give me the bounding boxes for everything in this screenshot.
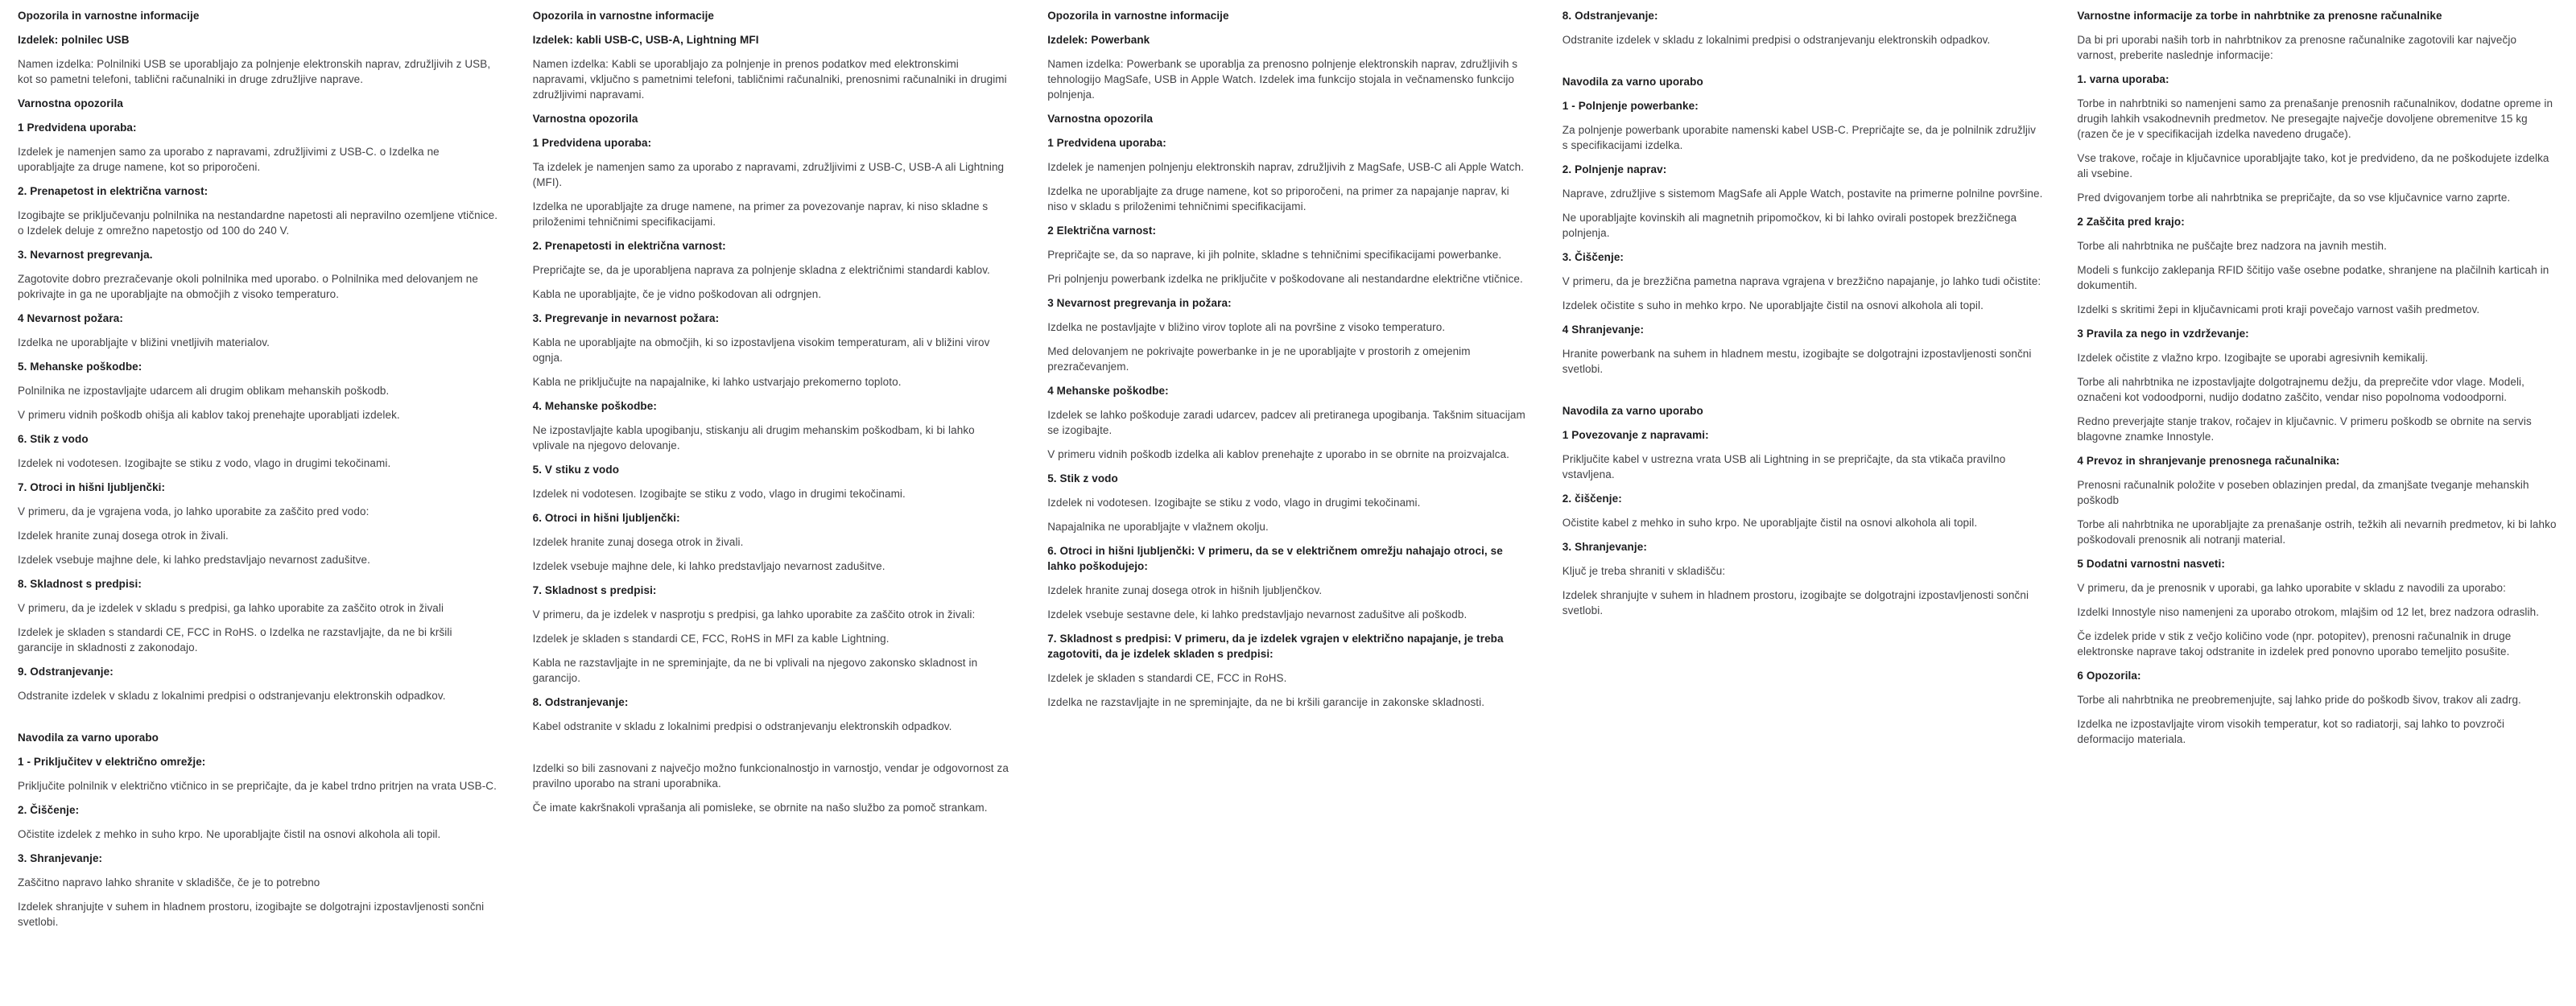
section-heading: 6. Otroci in hišni ljubljenčki:	[532, 512, 680, 524]
section-heading: Opozorila in varnostne informacije	[1047, 10, 1229, 22]
vertical-spacer	[533, 734, 1014, 752]
column-instructions	[1563, 8, 2044, 998]
paragraph: Prepričajte se, da je uporabljena naprava za polnjenje skladna z električnimi standardi kablov.	[532, 264, 990, 276]
section-heading: 1 - Polnjenje powerbanke:	[1562, 100, 1699, 112]
section-heading: 7. Skladnost s predpisi:	[532, 584, 657, 596]
paragraph: Izdelek ni vodotesen. Izogibajte se stiku z vodo, vlago in drugimi tekočinami.	[18, 457, 391, 469]
section-heading: Opozorila in varnostne informacije	[18, 10, 200, 22]
paragraph: Izdelka ne izpostavljajte virom visokih temperatur, kot so radiatorji, saj lahko to povzroči deformacijo materiala.	[2077, 718, 2505, 745]
paragraph: Izdelka ne uporabljajte za druge namene, kot so priporočeni, na primer za napajanje naprav, ki niso v skladu s priloženimi tehničnimi specifikacijami.	[1047, 185, 1509, 212]
paragraph: Pri polnjenju powerbank izdelka ne priključite v poškodovane ali nestandardne električne vtičnice.	[1047, 273, 1523, 285]
paragraph: Izdelki so bili zasnovani z največjo možno funkcionalnostjo in varnostjo, vendar je odgovornost za pravilno uporabo na strani uporabnika.	[532, 762, 1009, 790]
section-heading: Izdelek: kabli USB-C, USB-A, Lightning MFI	[532, 34, 759, 46]
section-heading: 3. Čiščenje:	[1562, 251, 1624, 263]
section-heading: 4. Mehanske poškodbe:	[532, 400, 657, 412]
section-heading: 1. varna uporaba:	[2077, 73, 2169, 85]
paragraph: Izdelka ne uporabljajte v bližini vnetljivih materialov.	[18, 336, 270, 348]
paragraph: Če imate kakršnakoli vprašanja ali pomisleke, se obrnite na našo službo za pomoč strankam.	[532, 802, 988, 814]
section-heading: 2. Prenapetosti in električna varnost:	[532, 240, 726, 252]
paragraph: Priključite kabel v ustrezna vrata USB ali Lightning in se prepričajte, da sta vtikača pravilno vstavljena.	[1562, 453, 2006, 480]
section-heading: 3 Pravila za nego in vzdrževanje:	[2077, 328, 2249, 340]
paragraph: Prepričajte se, da so naprave, ki jih polnite, skladne s tehničnimi specifikacijami powerbanke.	[1047, 249, 1502, 261]
paragraph: Pred dvigovanjem torbe ali nahrbtnika se prepričajte, da so vse ključavnice varno zaprte.	[2077, 192, 2511, 204]
paragraph: Ključ je treba shraniti v skladišču:	[1562, 565, 1726, 577]
paragraph: Izdelek je skladen s standardi CE, FCC in RoHS. o Izdelka ne razstavljajte, da ne bi kršili garancije in skladnosti z zakonodajo.	[18, 626, 452, 653]
paragraph: Kabla ne priključujte na napajalnike, ki lahko ustvarjajo prekomerno toploto.	[532, 376, 902, 388]
paragraph: Med delovanjem ne pokrivajte powerbanke in je ne uporabljajte v prostorih z omejenim prezračevanjem.	[1047, 345, 1471, 373]
paragraph: Zagotovite dobro prezračevanje okoli polnilnika med uporabo. o Polnilnika med delovanjem ne pokrivajte in ga ne uporabljajte na območjih z visoko temperaturo.	[18, 273, 478, 300]
section-heading: 2. Prenapetost in električna varnost:	[18, 185, 208, 197]
paragraph: Izdelek shranjujte v suhem in hladnem prostoru, izogibajte se dolgotrajni izpostavljenosti sončni svetlobi.	[18, 901, 485, 928]
paragraph: Kabel odstranite v skladu z lokalnimi predpisi o odstranjevanju elektronskih odpadkov.	[532, 720, 952, 732]
paragraph: Izdelek hranite zunaj dosega otrok in živali.	[532, 536, 744, 548]
paragraph: Izdelek ni vodotesen. Izogibajte se stiku z vodo, vlago in drugimi tekočinami.	[532, 488, 906, 500]
paragraph: Hranite powerbank na suhem in hladnem mestu, izogibajte se dolgotrajni izpostavljenosti sončni svetlobi.	[1562, 348, 2032, 375]
paragraph: V primeru vidnih poškodb izdelka ali kablov prenehajte z uporabo in se obrnite na proizvajalca.	[1047, 448, 1510, 460]
section-heading: Izdelek: polnilec USB	[18, 34, 130, 46]
column-cables	[533, 8, 1014, 998]
section-heading: Varnostna opozorila	[18, 97, 123, 109]
section-heading: 8. Odstranjevanje:	[1562, 10, 1658, 22]
paragraph: Vse trakove, ročaje in ključavnice uporabljajte tako, kot je predvideno, da ne poškodujete izdelka ali vsebine.	[2077, 152, 2549, 179]
vertical-spacer	[1563, 47, 2044, 65]
paragraph: Izdelek očistite s suho in mehko krpo. Ne uporabljajte čistil na osnovi alkohola ali topil.	[1562, 299, 1984, 311]
section-heading: 4 Mehanske poškodbe:	[1047, 385, 1169, 397]
section-heading: 2. Čiščenje:	[18, 804, 80, 816]
paragraph: Očistite kabel z mehko in suho krpo. Ne uporabljajte čistil na osnovi alkohola ali topil.	[1562, 517, 1978, 529]
paragraph: Za polnjenje powerbank uporabite namenski kabel USB-C. Prepričajte se, da je polnilnik združljiv s specifikacijami izdelka.	[1562, 124, 2036, 151]
paragraph: Izdelek vsebuje majhne dele, ki lahko predstavljajo nevarnost zadušitve.	[532, 560, 886, 572]
paragraph: Očistite izdelek z mehko in suho krpo. Ne uporabljajte čistil na osnovi alkohola ali topil.	[18, 828, 441, 840]
section-heading: 2 Električna varnost:	[1047, 225, 1157, 237]
section-heading: 8. Skladnost s predpisi:	[18, 578, 142, 590]
paragraph: Odstranite izdelek v skladu z lokalnimi predpisi o odstranjevanju elektronskih odpadkov.	[18, 690, 446, 702]
section-heading: 5 Dodatni varnostni nasveti:	[2077, 558, 2225, 570]
section-heading: 7. Skladnost s predpisi: V primeru, da je izdelek vgrajen v električno napajanje, je treba zagotoviti, da je izdelek skladen s predpisi:	[1047, 633, 1504, 660]
paragraph: Odstranite izdelek v skladu z lokalnimi predpisi o odstranjevanju elektronskih odpadkov.	[1562, 34, 1991, 46]
section-heading: 3. Pregrevanje in nevarnost požara:	[532, 312, 720, 324]
paragraph: Izdelek shranjujte v suhem in hladnem prostoru, izogibajte se dolgotrajni izpostavljenosti sončni svetlobi.	[1562, 589, 2029, 616]
paragraph: V primeru, da je prenosnik v uporabi, ga lahko uporabite v skladu z navodili za uporabo:	[2077, 582, 2507, 594]
section-heading: 4 Nevarnost požara:	[18, 312, 123, 324]
section-heading: Navodila za varno uporabo	[1562, 405, 1703, 417]
section-heading: Navodila za varno uporabo	[18, 732, 159, 744]
section-heading: 8. Odstranjevanje:	[532, 696, 629, 708]
paragraph: Izdelka ne uporabljajte za druge namene, na primer za povezovanje naprav, ki niso skladne s priloženimi tehničnimi specifikacijami.	[532, 200, 989, 228]
section-heading: Izdelek: Powerbank	[1047, 34, 1150, 46]
paragraph: Kabla ne uporabljajte, če je vidno poškodovan ali odrgnjen.	[532, 288, 822, 300]
paragraph: V primeru, da je izdelek v nasprotju s predpisi, ga lahko uporabite za zaščito otrok in živali:	[532, 608, 976, 621]
paragraph: Modeli s funkcijo zaklepanja RFID ščitijo vaše osebne podatke, shranjene na plačilnih karticah in dokumentih.	[2077, 264, 2549, 291]
section-heading: 6 Opozorila:	[2077, 670, 2141, 682]
section-heading: 7. Otroci in hišni ljubljenčki:	[18, 481, 166, 493]
section-heading: Navodila za varno uporabo	[1562, 76, 1703, 88]
paragraph: V primeru, da je brezžična pametna naprava vgrajena v brezžično napajanje, jo lahko tudi očistite:	[1562, 275, 2041, 287]
paragraph: Namen izdelka: Kabli se uporabljajo za polnjenje in prenos podatkov med elektronskimi napravami, vključno s pametnimi telefoni, tabličnimi računalniki, prenosnimi računalniki in drugimi združljivimi napravami.	[532, 58, 1007, 101]
section-heading: 3. Shranjevanje:	[1562, 541, 1647, 553]
column-usb-charger	[18, 8, 499, 998]
paragraph: Zaščitno napravo lahko shranite v skladišče, če je to potrebno	[18, 876, 320, 888]
paragraph: Kabla ne razstavljajte in ne spreminjajte, da ne bi vplivali na njegovo zakonsko skladnost in garancijo.	[532, 657, 978, 684]
section-heading: 4 Shranjevanje:	[1562, 324, 1645, 336]
section-heading: Varnostne informacije za torbe in nahrbtnike za prenosne računalnike	[2077, 10, 2442, 22]
paragraph: Kabla ne uporabljajte na območjih, ki so izpostavljena visokim temperaturam, ali v bližini virov ognja.	[532, 336, 990, 364]
paragraph: Torbe ali nahrbtnika ne preobremenjujte, saj lahko pride do poškodb šivov, trakov ali zadrg.	[2077, 694, 2521, 706]
paragraph: Izdelek očistite z vlažno krpo. Izogibajte se uporabi agresivnih kemikalij.	[2077, 352, 2429, 364]
paragraph: Izdelki Innostyle niso namenjeni za uporabo otrokom, mlajšim od 12 let, brez nadzora odraslih.	[2077, 606, 2540, 618]
paragraph: Izogibajte se priključevanju polnilnika na nestandardne napetosti ali nepravilno ozemljene vtičnice. o Izdelek deluje z omrežno napetostjo od 100 do 240 V.	[18, 209, 498, 237]
section-heading: 5. V stiku z vodo	[532, 464, 620, 476]
section-heading: Varnostna opozorila	[1047, 113, 1154, 125]
section-heading: 6. Otroci in hišni ljubljenčki: V primeru, da se v električnem omrežju nahajajo otroci, se lahko poškodujejo:	[1047, 545, 1503, 572]
column-powerbank	[1047, 8, 1529, 998]
paragraph: V primeru, da je vgrajena voda, jo lahko uporabite za zaščito pred vodo:	[18, 505, 369, 517]
paragraph: Izdelek je skladen s standardi CE, FCC in RoHS.	[1047, 672, 1287, 684]
paragraph: Napajalnika ne uporabljajte v vlažnem okolju.	[1047, 521, 1269, 533]
paragraph: Izdelek se lahko poškoduje zaradi udarcev, padcev ali pretiranega upogibanja. Takšnim situacijam se izogibajte.	[1047, 409, 1525, 436]
paragraph: Polnilnika ne izpostavljajte udarcem ali drugim oblikam mehanskih poškodb.	[18, 385, 390, 397]
section-heading: Opozorila in varnostne informacije	[532, 10, 715, 22]
section-heading: 1 - Priključitev v električno omrežje:	[18, 756, 206, 768]
paragraph: Izdelek hranite zunaj dosega otrok in hišnih ljubljenčkov.	[1047, 584, 1323, 596]
paragraph: Izdelka ne razstavljajte in ne spreminjajte, da ne bi kršili garancije in zakonske skladnosti.	[1047, 696, 1485, 708]
section-heading: 4 Prevoz in shranjevanje prenosnega računalnika:	[2077, 455, 2340, 467]
paragraph: Namen izdelka: Powerbank se uporablja za prenosno polnjenje elektronskih naprav, združljivih s tehnologijo MagSafe, USB in Apple Watch. Izdelek ima funkcijo stojala in večnamensko funkcijo polnjenja.	[1047, 58, 1518, 101]
section-heading: 6. Stik z vodo	[18, 433, 89, 445]
paragraph: Ne uporabljajte kovinskih ali magnetnih pripomočkov, ki bi lahko ovirali postopek brezžičnega polnjenja.	[1562, 212, 2017, 239]
section-heading: 3 Nevarnost pregrevanja in požara:	[1047, 297, 1232, 309]
section-heading: 1 Povezovanje z napravami:	[1562, 429, 1709, 441]
vertical-spacer	[1563, 377, 2044, 394]
paragraph: Namen izdelka: Polnilniki USB se uporabljajo za polnjenje elektronskih naprav, združljivih z USB, kot so pametni telefoni, tablični računalniki in druge združljive naprave.	[18, 58, 491, 85]
paragraph: Izdelek vsebuje majhne dele, ki lahko predstavljajo nevarnost zadušitve.	[18, 554, 370, 566]
section-heading: 2. Polnjenje naprav:	[1562, 163, 1667, 175]
vertical-spacer	[18, 703, 499, 721]
paragraph: Izdelek ni vodotesen. Izogibajte se stiku z vodo, vlago in drugimi tekočinami.	[1047, 497, 1421, 509]
paragraph: Izdelki s skritimi žepi in ključavnicami proti kraji povečajo varnost vaših predmetov.	[2077, 303, 2480, 315]
section-heading: 5. Mehanske poškodbe:	[18, 361, 142, 373]
paragraph: V primeru, da je izdelek v skladu s predpisi, ga lahko uporabite za zaščito otrok in živali	[18, 602, 444, 614]
paragraph: Prenosni računalnik položite v poseben oblazinjen predal, da zmanjšate tveganje mehanskih poškodb	[2077, 479, 2529, 506]
section-heading: 1 Predvidena uporaba:	[532, 137, 652, 149]
paragraph: Izdelek je namenjen polnjenju elektronskih naprav, združljivih z MagSafe, USB-C ali Apple Watch.	[1047, 161, 1525, 173]
column-laptop-bags	[2077, 8, 2558, 998]
paragraph: Če izdelek pride v stik z večjo količino vode (npr. potopitev), prenosni računalnik in druge elektronske naprave takoj odstranite in izdelek pred ponovno uporabo temeljito posušite.	[2077, 630, 2512, 658]
paragraph: Redno preverjajte stanje trakov, ročajev in ključavnic. V primeru poškodb se obrnite na servis blagovne znamke Innostyle.	[2077, 415, 2532, 443]
paragraph: Izdelek je namenjen samo za uporabo z napravami, združljivimi z USB-C. o Izdelka ne uporabljajte za druge namene, kot so priporočeni.	[18, 146, 440, 173]
paragraph: Izdelek vsebuje sestavne dele, ki lahko predstavljajo nevarnost zadušitve ali poškodb.	[1047, 608, 1468, 621]
section-heading: 1 Predvidena uporaba:	[1047, 137, 1166, 149]
section-heading: 5. Stik z vodo	[1047, 472, 1118, 484]
paragraph: Torbe ali nahrbtnika ne izpostavljajte dolgotrajnemu dežju, da preprečite vdor vlage. Modeli, označeni kot vodoodporni, nudijo dodatno zaščito, vendar niso popolnoma vodoodporni.	[2077, 376, 2525, 403]
section-heading: 2. čiščenje:	[1562, 493, 1622, 505]
paragraph: Izdelka ne postavljajte v bližino virov toplote ali na površine z visoko temperaturo.	[1047, 321, 1446, 333]
paragraph: Torbe ali nahrbtnika ne puščajte brez nadzora na javnih mestih.	[2077, 240, 2387, 252]
section-heading: 3. Nevarnost pregrevanja.	[18, 249, 153, 261]
paragraph: Torbe ali nahrbtnika ne uporabljajte za prenašanje ostrih, težkih ali nevarnih predmetov, ki bi lahko poškodovali prenosnik ali notranji material.	[2077, 518, 2557, 546]
paragraph: Ne izpostavljajte kabla upogibanju, stiskanju ali drugim mehanskim poškodbam, ki bi lahko vplivale na njegovo delovanje.	[532, 424, 975, 451]
paragraph: Ta izdelek je namenjen samo za uporabo z napravami, združljivimi z USB-C, USB-A ali Lightning (MFI).	[532, 161, 1005, 188]
paragraph: Priključite polnilnik v električno vtičnico in se prepričajte, da je kabel trdno pritrjen na vrata USB-C.	[18, 780, 497, 792]
paragraph: Izdelek hranite zunaj dosega otrok in živali.	[18, 530, 229, 542]
paragraph: V primeru vidnih poškodb ohišja ali kablov takoj prenehajte uporabljati izdelek.	[18, 409, 400, 421]
section-heading: 9. Odstranjevanje:	[18, 666, 114, 678]
paragraph: Naprave, združljive s sistemom MagSafe ali Apple Watch, postavite na primerne polnilne površine.	[1562, 188, 2043, 200]
paragraph: Torbe in nahrbtniki so namenjeni samo za prenašanje prenosnih računalnikov, dodatne opreme in drugih lahkih vsakodnevnih predmetov. Ne presegajte največje dovoljene obremenitve 15 kg (razen če je v specifikacijah izdelka navedeno drugače).	[2077, 97, 2553, 140]
section-heading: Varnostna opozorila	[532, 113, 638, 125]
paragraph: Izdelek je skladen s standardi CE, FCC, RoHS in MFI za kable Lightning.	[532, 633, 890, 645]
section-heading: 2 Zaščita pred krajo:	[2077, 216, 2185, 228]
paragraph: Da bi pri uporabi naših torb in nahrbtnikov za prenosne računalnike zagotovili kar največjo varnost, preberite naslednje informacije:	[2077, 34, 2517, 61]
section-heading: 3. Shranjevanje:	[18, 852, 103, 864]
section-heading: 1 Predvidena uporaba:	[18, 122, 137, 134]
